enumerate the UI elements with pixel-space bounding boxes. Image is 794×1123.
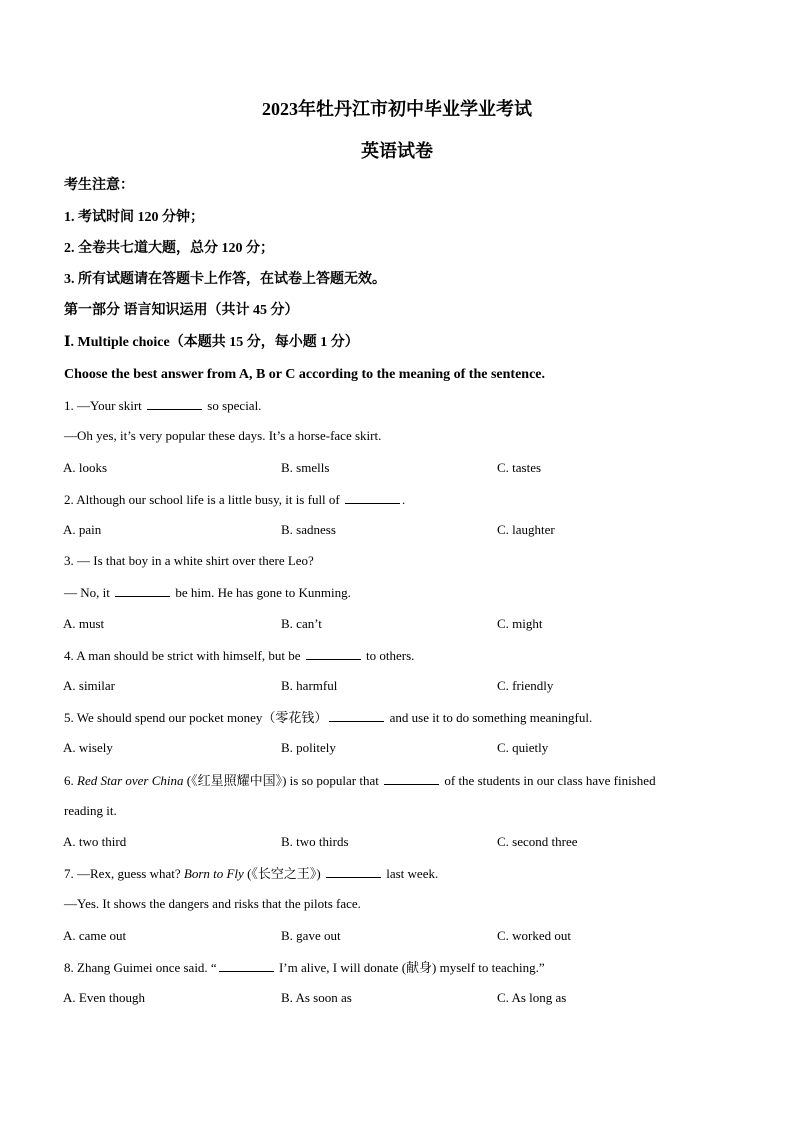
notice-heading: 考生注意： [64,178,134,193]
part-title: 第一部分 语言知识运用（共计 45 分） [64,303,299,318]
exam-title: 2023年牡丹江市初中毕业学业考试 [262,99,532,119]
question-1-option-a: A. looks [63,460,108,475]
question-2-option-a: A. pain [63,522,102,537]
question-8-option-b: B. As soon as [281,990,352,1005]
question-7-option-b: B. gave out [281,928,341,943]
notice-item: 2. 全卷共七道大题，总分 120 分； [64,241,274,256]
question-3-stem: 3. — Is that boy in a white shirt over there Leo? [64,553,314,568]
question-6-option-c: C. second three [497,834,578,849]
question-1-line: —Oh yes, it’s very popular these days. It’s a horse-face skirt. [64,428,382,443]
question-2-option-c: C. laughter [497,522,555,537]
question-7-stem: 7. —Rex, guess what? Born to Fly (《长空之王》) last week. [64,866,439,881]
question-3-option-a: A. must [63,616,105,631]
question-5-option-c: C. quietly [497,740,549,755]
notice-item: 1. 考试时间 120 分钟； [64,210,204,225]
answer-blank [306,647,361,660]
question-6-line: reading it. [64,803,117,818]
question-8-option-c: C. As long as [497,990,567,1005]
section-title: Ⅰ. Multiple choice（本题共 15 分，每小题 1 分） [64,335,359,350]
answer-blank [115,584,170,597]
question-6-option-b: B. two thirds [281,834,349,849]
book-title: Red Star over China [77,773,184,788]
question-1-option-c: C. tastes [497,460,542,475]
answer-blank [384,772,439,785]
question-3-option-c: C. might [497,616,543,631]
question-8-stem: 8. Zhang Guimei once said. “ I’m alive, I will donate (献身) myself to teaching.” [64,960,545,975]
question-2-option-b: B. sadness [281,522,336,537]
section-instruction: Choose the best answer from A, B or C according to the meaning of the sentence. [64,367,546,382]
question-3-line: — No, it be him. He has gone to Kunming. [64,585,351,600]
exam-subtitle: 英语试卷 [361,141,433,161]
notice-item: 3. 所有试题请在答题卡上作答，在试卷上答题无效。 [64,272,386,287]
question-3-option-b: B. can’t [281,616,322,631]
question-5-option-a: A. wisely [63,740,113,755]
answer-blank [345,491,400,504]
film-title: Born to Fly [183,866,244,881]
question-4-option-b: B. harmful [281,678,338,693]
question-8-option-a: A. Even though [63,990,145,1005]
question-6-stem: 6. Red Star over China (《红星照耀中国》) is so popular that of the students in our class have finished [64,773,656,788]
question-5-option-b: B. politely [281,740,336,755]
question-7-line: —Yes. It shows the dangers and risks that the pilots face. [64,896,361,911]
question-2-stem: 2. Although our school life is a little busy, it is full of . [64,492,406,507]
question-6-option-a: A. two third [63,834,127,849]
answer-blank [147,397,202,410]
question-4-stem: 4. A man should be strict with himself, but be to others. [64,648,415,663]
answer-blank [219,959,274,972]
question-1-stem: 1. —Your skirt so special. [64,398,262,413]
question-4-option-a: A. similar [63,678,115,693]
question-4-option-c: C. friendly [497,678,554,693]
question-7-option-a: A. came out [63,928,127,943]
answer-blank [329,709,384,722]
question-5-stem: 5. We should spend our pocket money（零花钱） and use it to do something meaningful. [64,710,593,725]
question-7-option-c: C. worked out [497,928,572,943]
question-1-option-b: B. smells [281,460,330,475]
answer-blank [326,865,381,878]
